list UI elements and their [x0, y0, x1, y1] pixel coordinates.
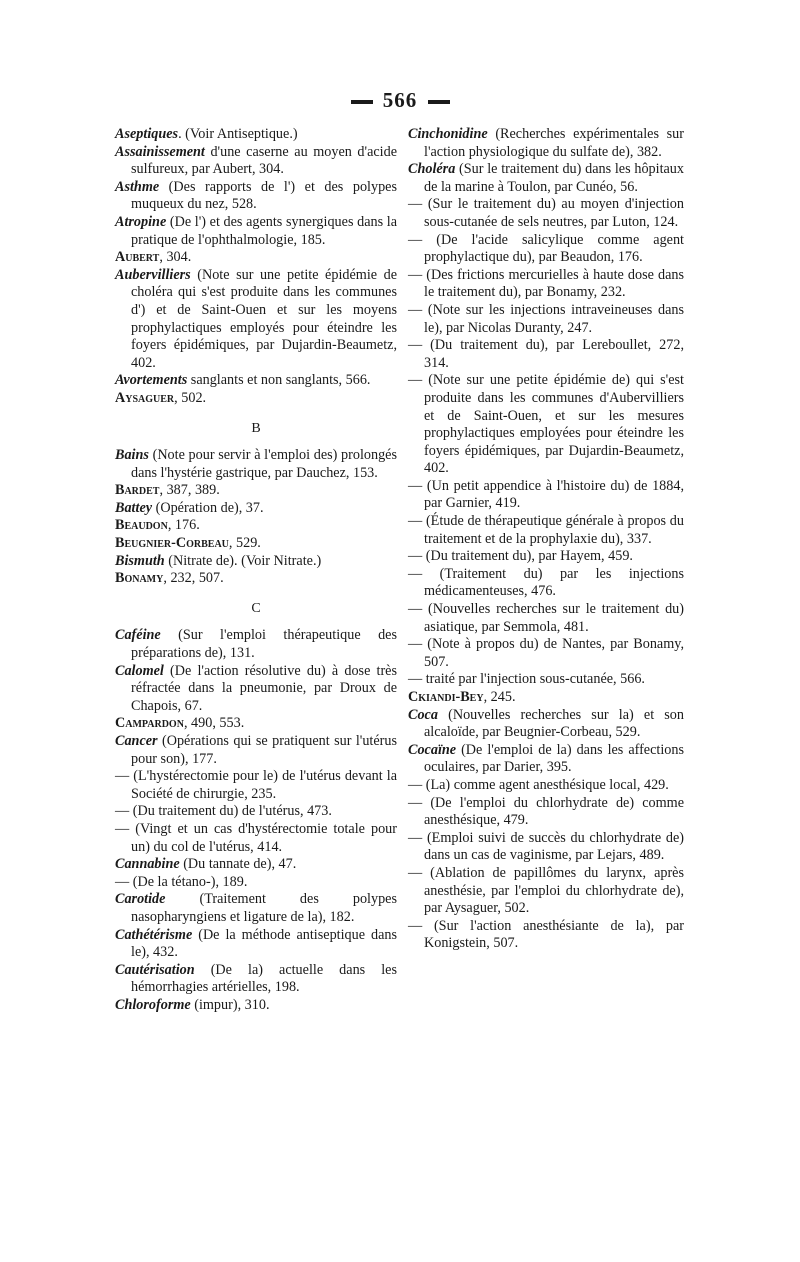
index-entry — [115, 927, 397, 962]
index-entry — [115, 627, 397, 662]
entry-term: Choléra — [408, 161, 456, 178]
entry-text: (Du tannate de), 47. — [179, 856, 297, 873]
entry-text: (Ablation de papillômes du larynx, après anesthésie, par l'emploi du chlorhydrate de), par Aysaguer, 502. — [422, 864, 684, 917]
entry-text: (Nitrate de). (Voir Nitrate.) — [164, 552, 322, 569]
entry-text: (Des frictions mercurielles à haute dose dans le traitement du), par Bonamy, 232. — [422, 266, 684, 301]
index-entry — [408, 126, 684, 161]
index-entry — [408, 830, 684, 865]
entry-term: — — [408, 231, 423, 248]
index-entry — [115, 570, 397, 588]
index-entry — [115, 891, 397, 926]
entry-text: . (Voir Antiseptique.) — [178, 126, 298, 142]
entry-term: Bains — [115, 447, 149, 464]
entry-text: (Note sur les injections intraveineuses dans le), par Nicolas Duranty, 247. — [422, 301, 684, 336]
entry-term: Cinchonidine — [408, 126, 488, 142]
entry-term: — — [408, 671, 423, 688]
index-entry — [115, 482, 397, 500]
entry-text: , 387, 389. — [159, 482, 220, 499]
entry-text: (De l'acide salicylique comme agent prophylactique du), par Beaudon, 176. — [422, 231, 684, 266]
index-entry — [115, 144, 397, 179]
entry-term: — — [408, 829, 423, 846]
entry-text: (De l'emploi du chlorhydrate de) comme anesthésique, 479. — [422, 794, 684, 829]
entry-text: traité par l'injection sous-cutanée, 566. — [422, 671, 645, 688]
entry-text: , 176. — [167, 517, 200, 534]
index-entry — [408, 232, 684, 267]
entry-term: Cocaïne — [408, 741, 457, 758]
index-entry — [408, 161, 684, 196]
entry-term: Assainissement — [115, 143, 205, 160]
entry-term: — — [408, 266, 423, 283]
entry-text: (Des rapports de l') et des polypes muqueux du nez, 528. — [131, 178, 397, 213]
index-entry — [115, 553, 397, 571]
index-entry — [115, 962, 397, 997]
index-section-c-continued — [408, 126, 684, 953]
index-entry — [115, 372, 397, 390]
header-rule-right — [428, 100, 450, 104]
entry-text: (Recherches expérimentales sur l'action physiologique du sulfate de), 382. — [424, 126, 684, 160]
header-rule-left — [351, 100, 373, 104]
entry-text: (Du traitement du), par Hayem, 459. — [422, 548, 633, 565]
index-entry — [408, 636, 684, 671]
entry-term: Cathétérisme — [115, 926, 193, 943]
entry-term: Campardon — [115, 715, 184, 732]
index-entry — [408, 777, 684, 795]
entry-term: — — [408, 372, 423, 389]
entry-term: Ckiandi-Bey — [408, 689, 484, 705]
entry-term: Bardet — [115, 482, 160, 499]
section-letter-b: B — [251, 420, 261, 436]
index-section-a — [115, 126, 397, 408]
left-column — [115, 126, 397, 1015]
entry-text: (Traitement du) par les injections médicamenteuses, 476. — [422, 565, 684, 600]
entry-term: — — [408, 301, 423, 318]
entry-term: Bonamy — [115, 570, 164, 587]
entry-text: (Note pour servir à l'emploi des) prolongés dans l'hystérie gastrique, par Dauchez, 153. — [131, 447, 397, 481]
entry-text: (Vingt et un cas d'hystérectomie totale pour un) du col de l'utérus, 414. — [129, 820, 397, 855]
page-header — [0, 88, 800, 113]
entry-text: (L'hystérectomie pour le) de l'utérus devant la Société de chirurgie, 235. — [129, 768, 397, 802]
entry-text: d'une caserne au moyen d'acide sulfureux, par Aubert, 304. — [131, 143, 397, 178]
index-entry — [408, 196, 684, 231]
index-entry — [115, 821, 397, 856]
index-entry — [408, 478, 684, 513]
index-entry — [408, 707, 684, 742]
entry-term: Atropine — [115, 213, 167, 230]
index-entry — [115, 214, 397, 249]
entry-term: — — [408, 636, 423, 653]
entry-term: — — [408, 565, 423, 582]
index-entry — [408, 566, 684, 601]
entry-text: (Nouvelles recherches sur le traitement du) asiatique, par Semmola, 481. — [422, 601, 684, 635]
index-entry — [115, 733, 397, 768]
entry-text: (Note sur une petite épidémie de choléra qui s'est produite dans les communes d') et de Saint-Ouen et sur les moyens prophylactiques employés pour éteindre les foyers épidémiques, par Dujardin-Beaumetz, 402. — [131, 266, 397, 371]
entry-text: , 529. — [228, 535, 261, 552]
entry-term: Beaudon — [115, 517, 168, 534]
entry-term: Carotide — [115, 891, 166, 908]
entry-text: (Sur le traitement du) au moyen d'injection sous-cutanée de sels neutres, par Luton, 124. — [422, 196, 684, 230]
entry-term: — — [115, 820, 130, 837]
index-entry — [408, 689, 684, 707]
entry-term: Aseptiques — [115, 126, 179, 142]
entry-term: Aubervilliers — [115, 266, 191, 283]
index-entry — [408, 742, 684, 777]
index-entry — [115, 267, 397, 373]
index-entry — [115, 390, 397, 408]
index-entry — [408, 337, 684, 372]
right-column — [408, 126, 684, 953]
index-entry — [408, 548, 684, 566]
entry-term: Beugnier-Corbeau — [115, 535, 229, 552]
index-entry — [115, 856, 397, 874]
entry-term: Calomel — [115, 662, 164, 679]
entry-term: — — [408, 601, 423, 618]
entry-term: — — [408, 513, 423, 530]
index-entry — [115, 663, 397, 716]
index-entry — [408, 671, 684, 689]
index-entry — [115, 715, 397, 733]
entry-term: Asthme — [115, 178, 160, 195]
entry-text: (De la tétano-), 189. — [129, 873, 248, 890]
entry-text: (De l'action résolutive du) à dose très réfractée dans la pneumonie, par Droux de Chapois, 67. — [131, 662, 397, 714]
entry-term: Chloroforme — [115, 996, 191, 1013]
entry-text: (Opérations qui se pratiquent sur l'utérus pour son), 177. — [131, 733, 397, 767]
index-entry — [408, 795, 684, 830]
index-entry — [408, 918, 684, 953]
entry-term: Caféine — [115, 627, 161, 644]
index-section-c — [115, 627, 397, 1014]
index-entry — [408, 302, 684, 337]
index-entry — [408, 601, 684, 636]
entry-text: sanglants et non sanglants, 566. — [187, 372, 371, 389]
index-entry — [115, 803, 397, 821]
entry-text: (Sur le traitement du) dans les hôpitaux de la marine à Toulon, par Cunéo, 56. — [424, 161, 684, 195]
entry-text: (De la méthode antiseptique dans le), 432. — [131, 926, 397, 961]
section-letter-c: C — [251, 600, 261, 616]
entry-text: (impur), 310. — [190, 996, 270, 1013]
entry-text: (La) comme agent anesthésique local, 429. — [422, 776, 669, 793]
index-entry — [408, 372, 684, 478]
entry-text: (Étude de thérapeutique générale à propos du traitement et de la prophylaxie du), 337. — [422, 513, 684, 547]
index-entry — [115, 768, 397, 803]
index-entry — [115, 179, 397, 214]
entry-text: (Du traitement du), par Lereboullet, 272, 314. — [422, 337, 684, 371]
entry-text: (De la) actuelle dans les hémorrhagies artérielles, 198. — [131, 961, 397, 996]
entry-term: Battey — [115, 499, 153, 516]
entry-term: Cautérisation — [115, 961, 195, 978]
entry-text: (De l') et des agents synergiques dans la pratique de l'ophthalmologie, 185. — [131, 213, 397, 248]
index-entry — [115, 874, 397, 892]
entry-term: — — [408, 337, 423, 354]
entry-term: — — [408, 794, 423, 811]
entry-text: (Note sur une petite épidémie de) qui s'est produite dans les communes d'Aubervilliers et de Saint-Ouen, et sur les mesures prophylactiques employées pour éteindre les foyers épidémiques, par Dujardin-Beaumetz, 402. — [422, 372, 684, 477]
entry-term: — — [115, 873, 130, 890]
index-entry — [408, 267, 684, 302]
index-entry — [115, 535, 397, 553]
entry-text: , 502. — [174, 389, 207, 406]
entry-text: , 232, 507. — [163, 570, 224, 587]
entry-text: (Sur l'emploi thérapeutique des préparations de), 131. — [131, 627, 397, 662]
entry-text: (Sur l'action anesthésiante de la), par Konigstein, 507. — [422, 917, 684, 952]
index-entry — [115, 997, 397, 1015]
index-entry — [115, 126, 397, 144]
entry-term: Avortements — [115, 372, 188, 389]
page-number: 566 — [382, 88, 418, 112]
index-entry — [115, 500, 397, 518]
index-entry — [115, 517, 397, 535]
entry-text: (Nouvelles recherches sur la) et son alcaloïde, par Beugnier-Corbeau, 529. — [424, 706, 684, 741]
entry-term: Cancer — [115, 733, 158, 749]
entry-term: — — [408, 548, 423, 565]
entry-term: — — [408, 776, 423, 793]
entry-term: — — [115, 768, 130, 785]
entry-text: (Opération de), 37. — [152, 499, 264, 516]
entry-term: Bismuth — [115, 552, 165, 569]
entry-text: (Traitement des polypes nasopharyngiens et ligature de la), 182. — [131, 891, 397, 925]
entry-text: (De l'emploi de la) dans les affections oculaires, par Darier, 395. — [424, 741, 684, 776]
index-entry — [115, 249, 397, 267]
entry-text: , 490, 553. — [183, 715, 245, 732]
entry-text: (Un petit appendice à l'histoire du) de 1884, par Garnier, 419. — [422, 477, 684, 512]
entry-term: Aubert — [115, 249, 160, 266]
entry-text: , 304. — [159, 249, 192, 266]
index-entry — [408, 865, 684, 918]
entry-term: Cannabine — [115, 856, 180, 873]
index-entry — [408, 513, 684, 548]
entry-text: (Emploi suivi de succès du chlorhydrate de) dans un cas de vaginisme, par Lejars, 489. — [422, 829, 684, 864]
entry-term: — — [408, 196, 423, 213]
entry-text: (Note à propos du) de Nantes, par Bonamy, 507. — [422, 636, 684, 670]
entry-term: Coca — [408, 706, 438, 723]
entry-term: — — [115, 803, 130, 820]
entry-term: — — [408, 917, 423, 934]
entry-text: , 245. — [483, 689, 516, 705]
entry-term: Aysaguer — [115, 389, 175, 406]
entry-text: (Du traitement du) de l'utérus, 473. — [129, 803, 332, 820]
index-entry — [115, 447, 397, 482]
entry-term: — — [408, 477, 423, 494]
entry-term: — — [408, 864, 423, 881]
index-section-b — [115, 447, 397, 588]
